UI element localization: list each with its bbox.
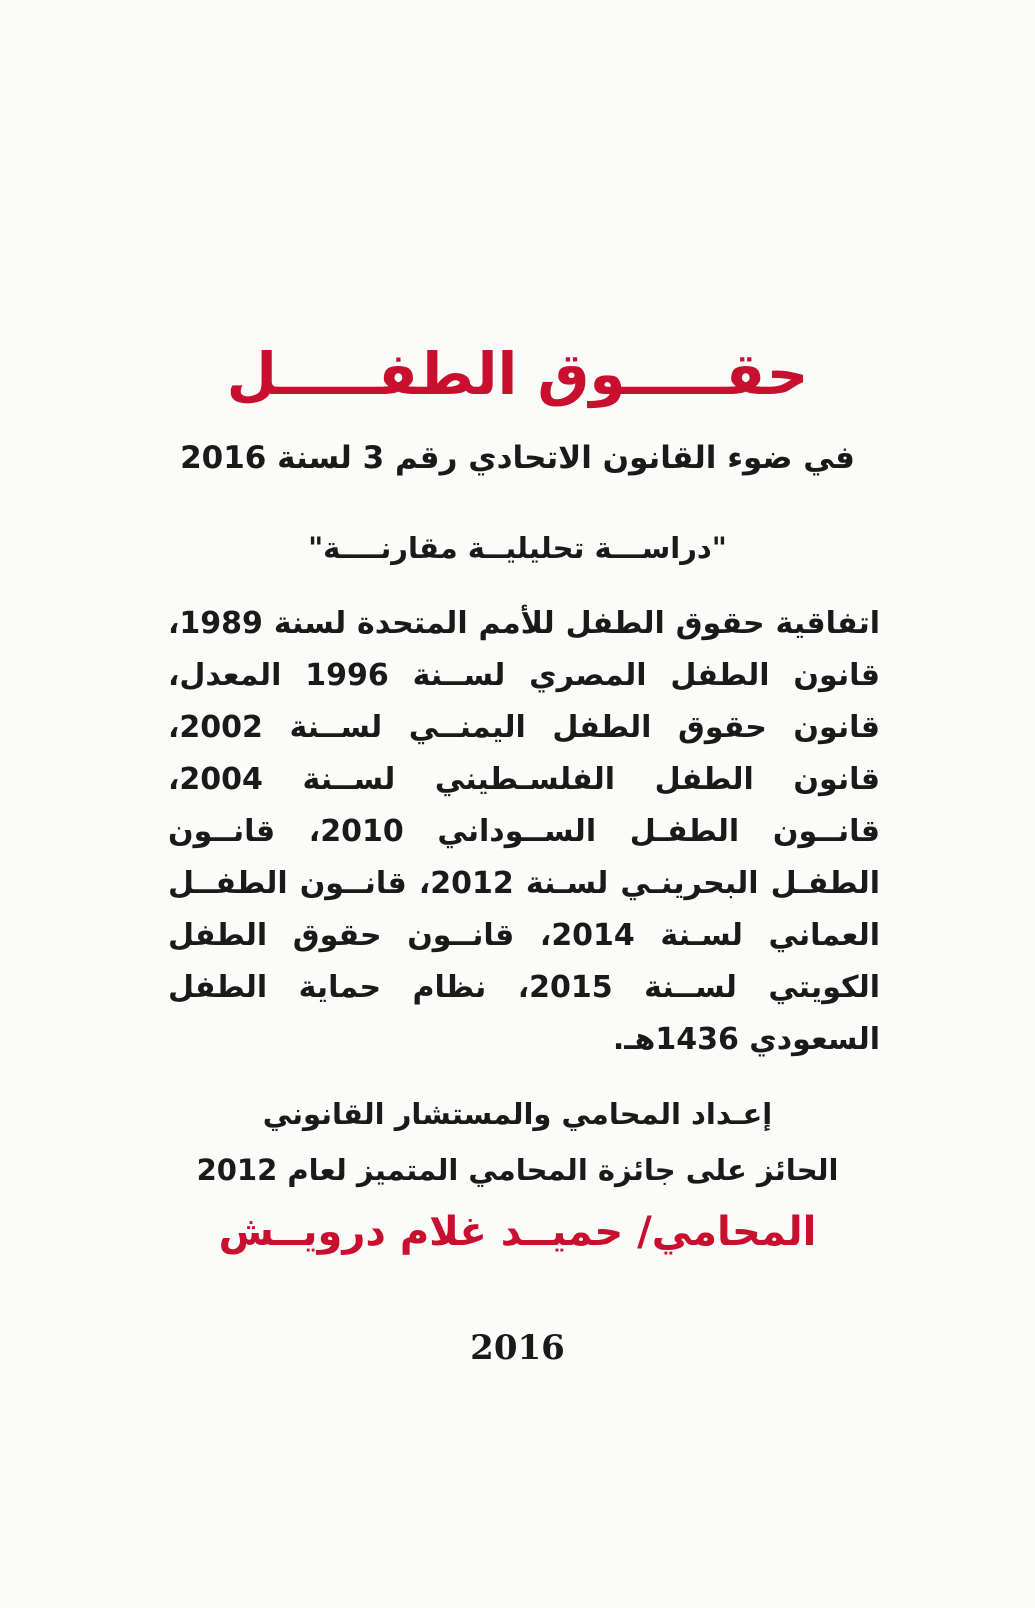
study-type: "دراســـة تحليليــة مقارنــــة" bbox=[308, 531, 727, 565]
publication-year: 2016 bbox=[470, 1328, 565, 1368]
author-name: المحامي/ حميــد غلام درويــش bbox=[218, 1209, 817, 1255]
book-title: حقـــــوق الطفـــــل bbox=[226, 340, 809, 408]
book-subtitle: في ضوء القانون الاتحادي رقم 3 لسنة 2016 bbox=[180, 440, 855, 476]
prepared-by: إعـداد المحامي والمستشار القانوني bbox=[262, 1097, 773, 1131]
laws-description: اتفاقية حقوق الطفل للأمم المتحدة لسنة 1989، قانون الطفل المصري لســنة 1996 المعدل، قانون حقوق الطفل اليمنــي لســنة 2002، قانون الطفل الفلسـطيني لســنة 2004، قانــون الطفـل الســوداني 2010، قانــون الطفـل البحرينـي لسـنة 2012، قانــون الطفــل العماني لسـنة 2014، قانــون حقوق الطفل الكويتي لســنة 2015، نظام حماية الطفل السعودي 1436هـ. bbox=[168, 606, 881, 1057]
author-award: الحائز على جائزة المحامي المتميز لعام 2012 bbox=[196, 1153, 839, 1187]
